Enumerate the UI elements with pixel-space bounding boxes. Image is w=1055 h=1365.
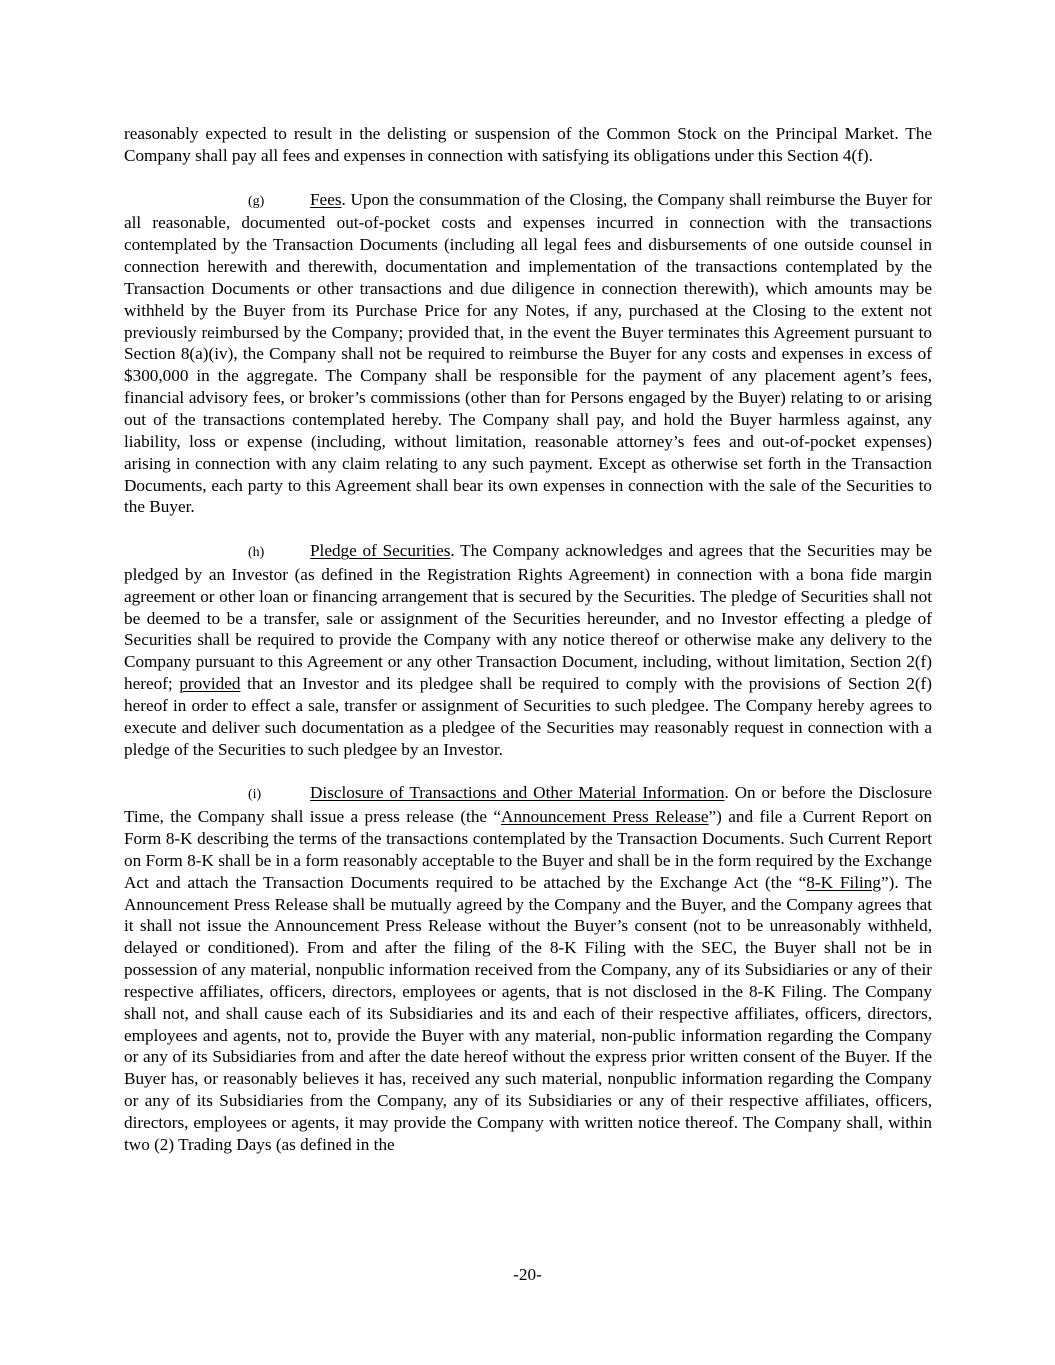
continuation-text: reasonably expected to result in the delisting or suspension of the Common Stock on the Principal Market. The Company shall pay all fees and expenses in connection with satisfying its obligations under this Section 4(f). <box>124 124 932 165</box>
section-i-body-1: . On or before the Disclosure Time, the Company shall issue a press release (the “ <box>124 783 932 827</box>
section-h-paragraph <box>124 540 932 760</box>
section-i-term-8k-filing: 8-K Filing <box>806 872 881 892</box>
page-number: -20- <box>513 1265 542 1284</box>
section-h-provided: provided <box>179 674 241 694</box>
section-h-body-1: . The Company acknowledges and agrees that the Securities may be pledged by an Investor (as defined in the Registration Rights Agreement) in connection with a bona fide margin agreement or other loan or financing arrangement that is secured by the Securities. The pledge of Securities shall not be deemed to be a transfer, sale or assignment of the Securities hereunder, and no Investor effecting a pledge of Securities shall be required to provide the Company with any notice thereof or otherwise make any delivery to the Company pursuant to this Agreement or any other Transaction Document, including, without limitation, Section 2(f) hereof; <box>124 541 932 694</box>
section-i-body-3: ”). The Announcement Press Release shall be mutually agreed by the Company and the Buyer, and the Company agrees that it shall not issue the Announcement Press Release without the Buyer’s consent (not to be unreasonably withheld, delayed or conditioned). From and after the filing of the 8-K Filing with the SEC, the Buyer shall not be in possession of any material, nonpublic information received from the Company, any of its Subsidiaries or any of their respective affiliates, officers, directors, employees or agents, that is not disclosed in the 8-K Filing. The Company shall not, and shall cause each of its Subsidiaries and its and each of their respective affiliates, officers, directors, employees and agents, not to, provide the Buyer with any material, non-public information regarding the Company or any of its Subsidiaries from and after the date hereof without the express prior written consent of the Buyer. If the Buyer has, or reasonably believes it has, received any such material, nonpublic information regarding the Company or any of its Subsidiaries from the Company, any of its Subsidiaries or any of their respective affiliates, officers, directors, employees or agents, it may provide the Company with written notice thereof. The Company shall, within two (2) Trading Days (as defined in the <box>124 872 932 1154</box>
section-i-term-announcement: Announcement Press Release <box>501 807 709 827</box>
continuation-paragraph <box>124 123 932 167</box>
section-h-heading: Pledge of Securities <box>310 541 451 561</box>
section-i-paragraph <box>124 782 932 1155</box>
section-h-marker: (h) <box>248 545 265 561</box>
document-page <box>124 123 932 1156</box>
section-g-heading: Fees <box>310 189 342 209</box>
section-i-body-2: ”) and file a Current Report on Form 8-K describing the terms of the transactions contemplated by the Transaction Documents. Such Current Report on Form 8-K shall be in a form reasonably acceptable to the Buyer and shall be in the form required by the Exchange Act and attach the Transaction Documents required to be attached by the Exchange Act (the “ <box>124 807 932 892</box>
section-i-marker: (i) <box>248 787 262 803</box>
section-g-marker: (g) <box>248 193 265 209</box>
section-i-heading: Disclosure of Transactions and Other Material Information <box>310 783 725 803</box>
section-g-body: . Upon the consummation of the Closing, the Company shall reimburse the Buyer for all reasonable, documented out-of-pocket costs and expenses incurred in connection with the transactions contemplated by the Transaction Documents (including all legal fees and disbursements of one outside counsel in connection herewith and therewith, documentation and implementation of the transactions contemplated by the Transaction Documents or other transactions and due diligence in connection therewith), which amounts may be withheld by the Buyer from its Purchase Price for any Notes, if any, purchased at the Closing to the extent not previously reimbursed by the Company; provided that, in the event the Buyer terminates this Agreement pursuant to Section 8(a)(iv), the Company shall not be required to reimburse the Buyer for any costs and expenses in excess of $300,000 in the aggregate. The Company shall be responsible for the payment of any placement agent’s fees, financial advisory fees, or broker’s commissions (other than for Persons engaged by the Buyer) relating to or arising out of the transactions contemplated hereby. The Company shall pay, and hold the Buyer harmless against, any liability, loss or expense (including, without limitation, reasonable attorney’s fees and out-of-pocket expenses) arising in connection with any claim relating to any such payment. Except as otherwise set forth in the Transaction Documents, each party to this Agreement shall bear its own expenses in connection with the sale of the Securities to the Buyer. <box>124 189 932 517</box>
section-h-body-2: that an Investor and its pledgee shall be required to comply with the provisions of Section 2(f) hereof in order to effect a sale, transfer or assignment of Securities to such pledgee. The Company hereby agrees to execute and deliver such documentation as a pledgee of the Securities may reasonably request in connection with a pledge of the Securities to such pledgee by an Investor. <box>124 674 932 759</box>
section-g-paragraph <box>124 189 932 519</box>
